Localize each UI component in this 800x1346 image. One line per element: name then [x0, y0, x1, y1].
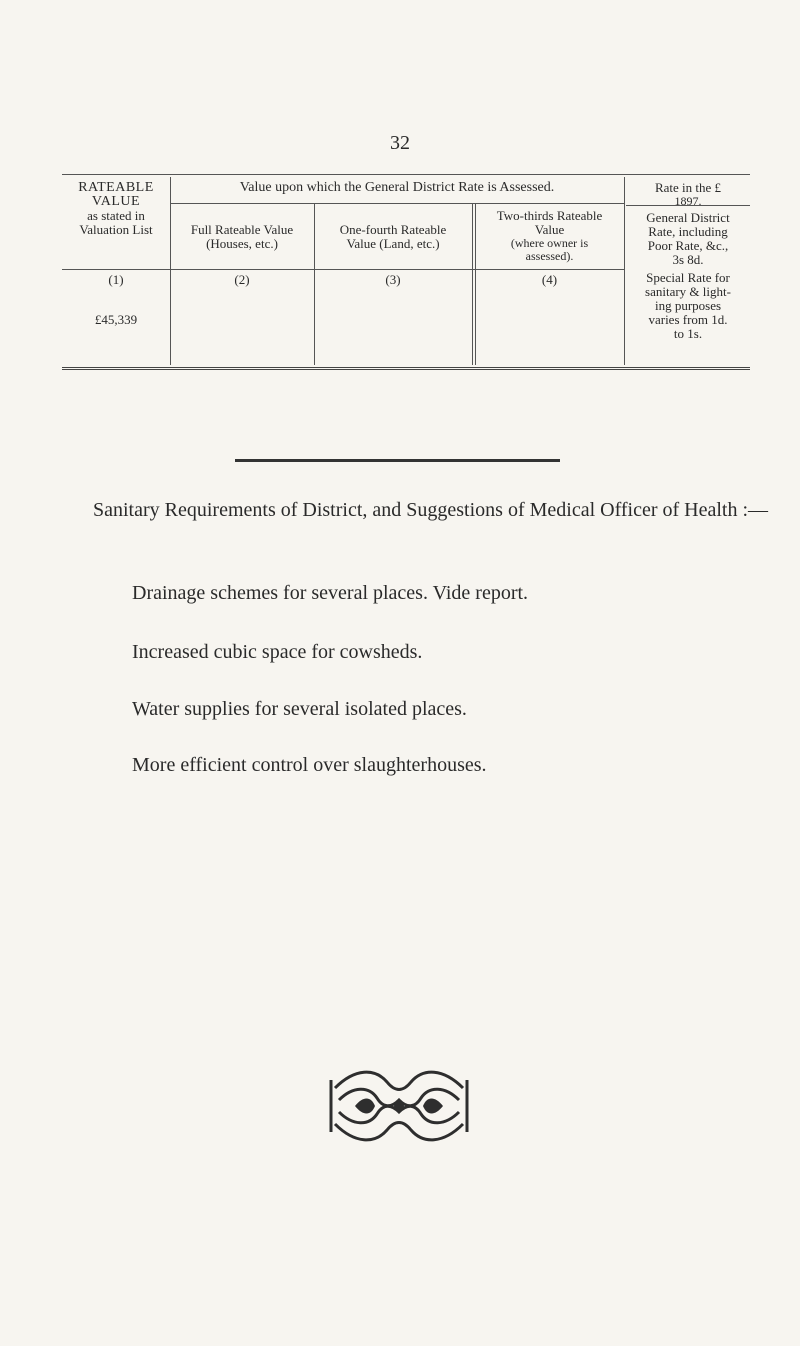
requirement-item: Increased cubic space for cowsheds. [132, 641, 423, 663]
col3-heading-line: One-fourth Rateable [339, 222, 447, 237]
special-rate-line: to 1s. [673, 326, 703, 341]
col1-heading-line: VALUE [91, 194, 141, 209]
requirement-item: More efficient control over slaughterhouses. [132, 754, 487, 776]
special-rate-line: varies from 1d. [648, 312, 728, 327]
row-divider [170, 203, 624, 204]
col2-heading-line: (Houses, etc.) [206, 236, 278, 251]
col1-heading [62, 181, 170, 237]
general-district-rate [626, 211, 750, 267]
row-divider [62, 269, 624, 270]
col1-heading-line: RATEABLE [78, 180, 154, 195]
column-number: (4) [541, 272, 558, 287]
col4-heading-line: (where owner is [510, 236, 589, 250]
column-divider [472, 203, 473, 365]
col3-heading [314, 223, 472, 251]
rateable-value-table [62, 174, 750, 370]
col2-heading-line: Full Rateable Value [190, 222, 294, 237]
col4-heading-line: assessed). [525, 249, 574, 263]
section-heading: Sanitary Requirements of District, and Suggestions of Medical Officer of Health :— [93, 499, 769, 521]
col3-heading-line: Value (Land, etc.) [346, 236, 440, 251]
col1-heading-line: Valuation List [79, 222, 153, 237]
special-rate-line: Special Rate for [646, 270, 730, 285]
page-number: 32 [390, 132, 410, 154]
col4-heading [475, 209, 624, 263]
general-rate-line: Poor Rate, &c., [647, 238, 729, 253]
requirement-item: Water supplies for several isolated places. [132, 698, 467, 720]
rateable-value-amount: £45,339 [94, 312, 138, 327]
decorative-tailpiece-icon [325, 1060, 473, 1152]
column-divider [170, 177, 171, 365]
section-divider [235, 459, 560, 462]
special-rate-line: ing purposes [654, 298, 722, 313]
special-rate [626, 271, 750, 341]
general-rate-line: 3s 8d. [672, 252, 704, 267]
requirement-item: Drainage schemes for several places. Vide report. [132, 582, 529, 604]
col5-heading-line: Rate in the £ [654, 180, 722, 195]
col5-heading [626, 181, 750, 208]
col1-heading-line: as stated in [87, 208, 145, 223]
column-number: (2) [234, 272, 250, 287]
general-rate-line: General District [646, 210, 730, 225]
special-rate-line: sanitary & light- [645, 284, 731, 299]
col5-heading-line: 1897. [674, 194, 702, 208]
general-rate-line: Rate, including [648, 224, 728, 239]
col2-heading [170, 223, 314, 251]
group-heading: Value upon which the General District Rate is Assessed. [239, 180, 555, 195]
column-divider [624, 177, 625, 365]
col4-heading-line: Two-thirds Rateable [496, 208, 603, 223]
column-number: (3) [385, 272, 401, 287]
column-number: (1) [108, 272, 124, 287]
col4-heading-line: Value [534, 222, 565, 237]
